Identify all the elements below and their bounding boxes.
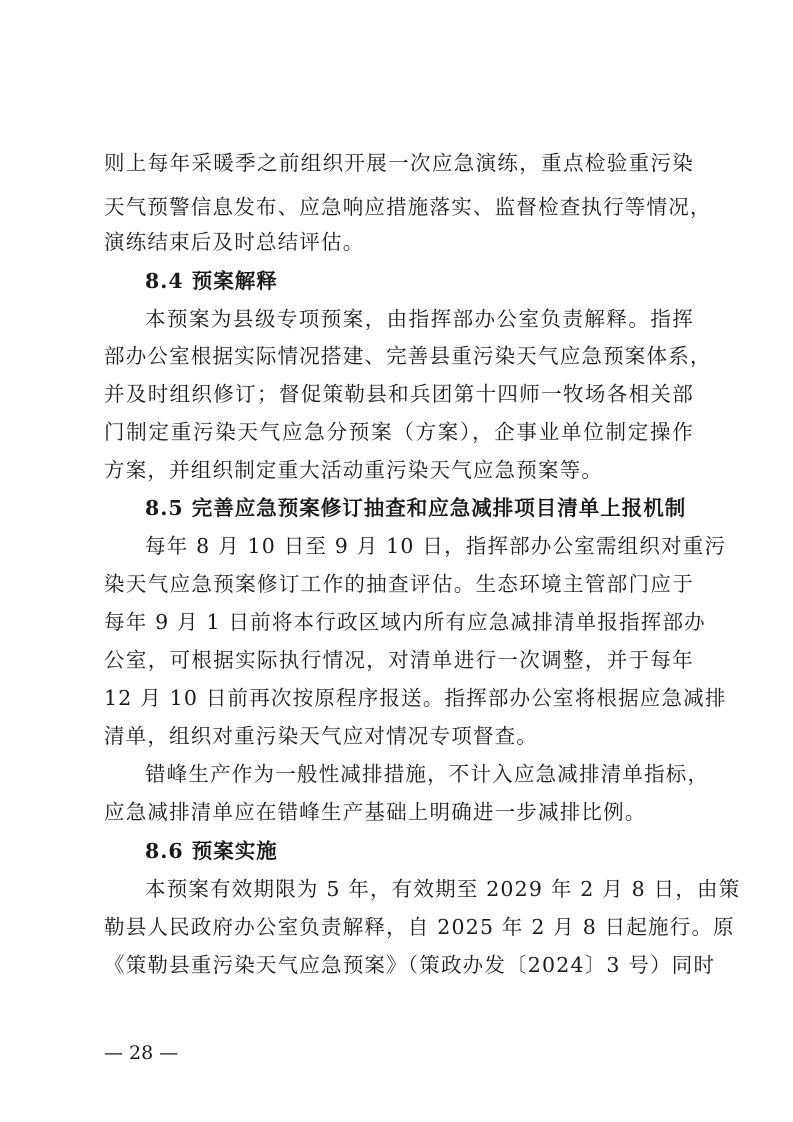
paragraph-line: 染天气应急预案修订工作的抽查评估。生态环境主管部门应于 bbox=[104, 572, 694, 596]
paragraph-line: 《策勒县重污染天气应急预案》（策政办发〔2024〕3 号）同时 bbox=[104, 953, 716, 977]
section-heading-8-6: 8.6 预案实施 bbox=[145, 839, 278, 863]
paragraph-line: 错峰生产作为一般性减排措施，不计入应急减排清单指标， bbox=[145, 762, 710, 786]
paragraph-line: 本预案有效期限为 5 年，有效期至 2029 年 2 月 8 日，由策 bbox=[145, 877, 741, 901]
paragraph-line: 并及时组织修订；督促策勒县和兵团第十四师一牧场各相关部 bbox=[104, 382, 694, 406]
paragraph-line: 方案，并组织制定重大活动重污染天气应急预案等。 bbox=[104, 458, 604, 482]
paragraph-line: 清单，组织对重污染天气应对情况专项督查。 bbox=[104, 724, 538, 748]
page-number: — 28 — bbox=[104, 1042, 179, 1064]
paragraph-line: 应急减排清单应在错峰生产基础上明确进一步减排比例。 bbox=[104, 800, 647, 824]
paragraph-line: 门制定重污染天气应急分预案（方案），企事业单位制定操作 bbox=[104, 420, 694, 444]
paragraph-line: 部办公室根据实际情况搭建、完善县重污染天气应急预案体系， bbox=[104, 344, 712, 368]
paragraph-line: 天气预警信息发布、应急响应措施落实、监督检查执行等情况， bbox=[104, 195, 712, 219]
paragraph-line: 勒县人民政府办公室负责解释，自 2025 年 2 月 8 日起施行。原 bbox=[104, 915, 735, 939]
paragraph-line: 每年 8 月 10 日至 9 月 10 日，指挥部办公室需组织对重污 bbox=[145, 534, 727, 558]
paragraph-line: 演练结束后及时总结评估。 bbox=[104, 230, 365, 254]
section-heading-8-5: 8.5 完善应急预案修订抽查和应急减排项目清单上报机制 bbox=[145, 496, 687, 520]
paragraph-line: 每年 9 月 1 日前将本行政区域内所有应急减排清单报指挥部办 bbox=[104, 610, 706, 634]
paragraph-line: 12 月 10 日前再次按原程序报送。指挥部办公室将根据应急减排 bbox=[104, 686, 727, 710]
section-heading-8-4: 8.4 预案解释 bbox=[145, 269, 278, 293]
paragraph-line: 公室，可根据实际执行情况，对清单进行一次调整，并于每年 bbox=[104, 648, 694, 672]
paragraph-line: 则上每年采暖季之前组织开展一次应急演练，重点检验重污染 bbox=[104, 151, 694, 175]
paragraph-line: 本预案为县级专项预案，由指挥部办公室负责解释。指挥 bbox=[145, 307, 694, 331]
